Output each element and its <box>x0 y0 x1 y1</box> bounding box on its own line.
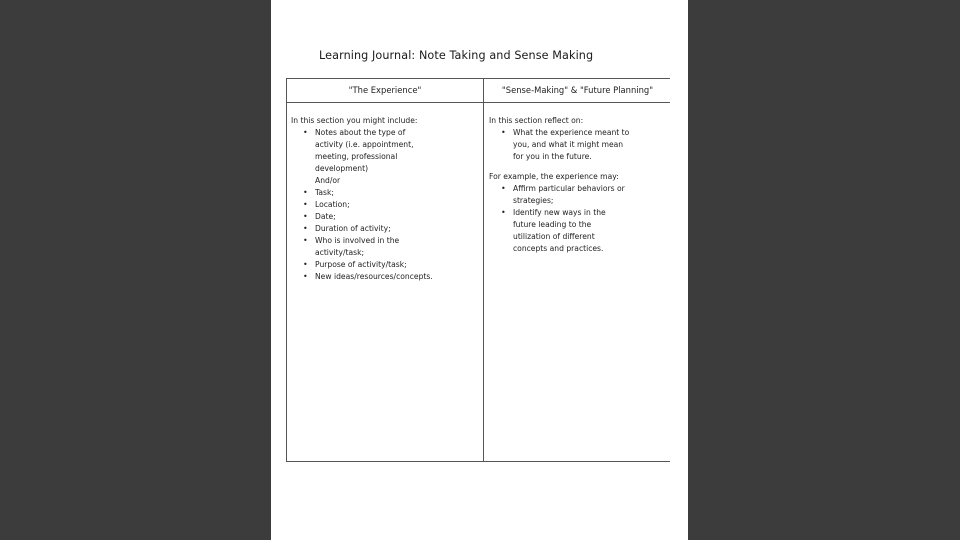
experience-list <box>291 127 481 175</box>
list-item: • What the experience meant to you, and what it might mean for you in the future. <box>501 128 630 161</box>
sense-making-cell <box>489 115 671 255</box>
list-item: • New ideas/resources/concepts. <box>303 272 433 281</box>
sense-making-intro: In this section reflect on: <box>489 116 584 125</box>
bullet-icon: • <box>501 208 506 217</box>
bullet-icon: • <box>303 224 308 233</box>
bullet-icon: • <box>303 188 308 197</box>
list-item: • Location; <box>303 200 350 209</box>
bullet-icon: • <box>501 184 506 193</box>
column-header-experience: "The Experience" <box>348 85 422 95</box>
experience-intro: In this section you might include: <box>291 116 418 125</box>
bullet-icon: • <box>303 260 308 269</box>
list-item: • Duration of activity; <box>303 224 391 233</box>
journal-table <box>286 78 670 462</box>
list-item: • Identify new ways in the future leading to the utilization of different concepts and practices. <box>501 208 606 253</box>
header-rule <box>287 102 670 103</box>
bullet-icon: • <box>303 128 308 137</box>
sense-making-list-2 <box>489 183 671 255</box>
list-item: • Date; <box>303 212 336 221</box>
document-title: Learning Journal: Note Taking and Sense Making <box>319 49 594 62</box>
bullet-icon: • <box>303 272 308 281</box>
sense-making-example-intro: For example, the experience may: <box>489 172 619 181</box>
list-item: • Purpose of activity/task; <box>303 260 407 269</box>
column-divider <box>483 79 484 461</box>
list-item: • Task; <box>303 188 334 197</box>
bullet-icon: • <box>303 212 308 221</box>
bullet-icon: • <box>303 236 308 245</box>
experience-conjunction: And/or <box>315 176 341 185</box>
experience-list-2 <box>291 187 481 283</box>
column-header-sense-making: "Sense-Making" & "Future Planning" <box>501 85 654 95</box>
list-item: • Affirm particular behaviors or strategies; <box>501 184 625 205</box>
document-page <box>271 0 688 540</box>
list-item: • Notes about the type of activity (i.e. appointment, meeting, professional development) <box>303 128 414 173</box>
sense-making-list <box>489 127 671 163</box>
bullet-icon: • <box>303 200 308 209</box>
bullet-icon: • <box>501 128 506 137</box>
list-item: • Who is involved in the activity/task; <box>303 236 400 257</box>
experience-cell <box>291 115 481 283</box>
